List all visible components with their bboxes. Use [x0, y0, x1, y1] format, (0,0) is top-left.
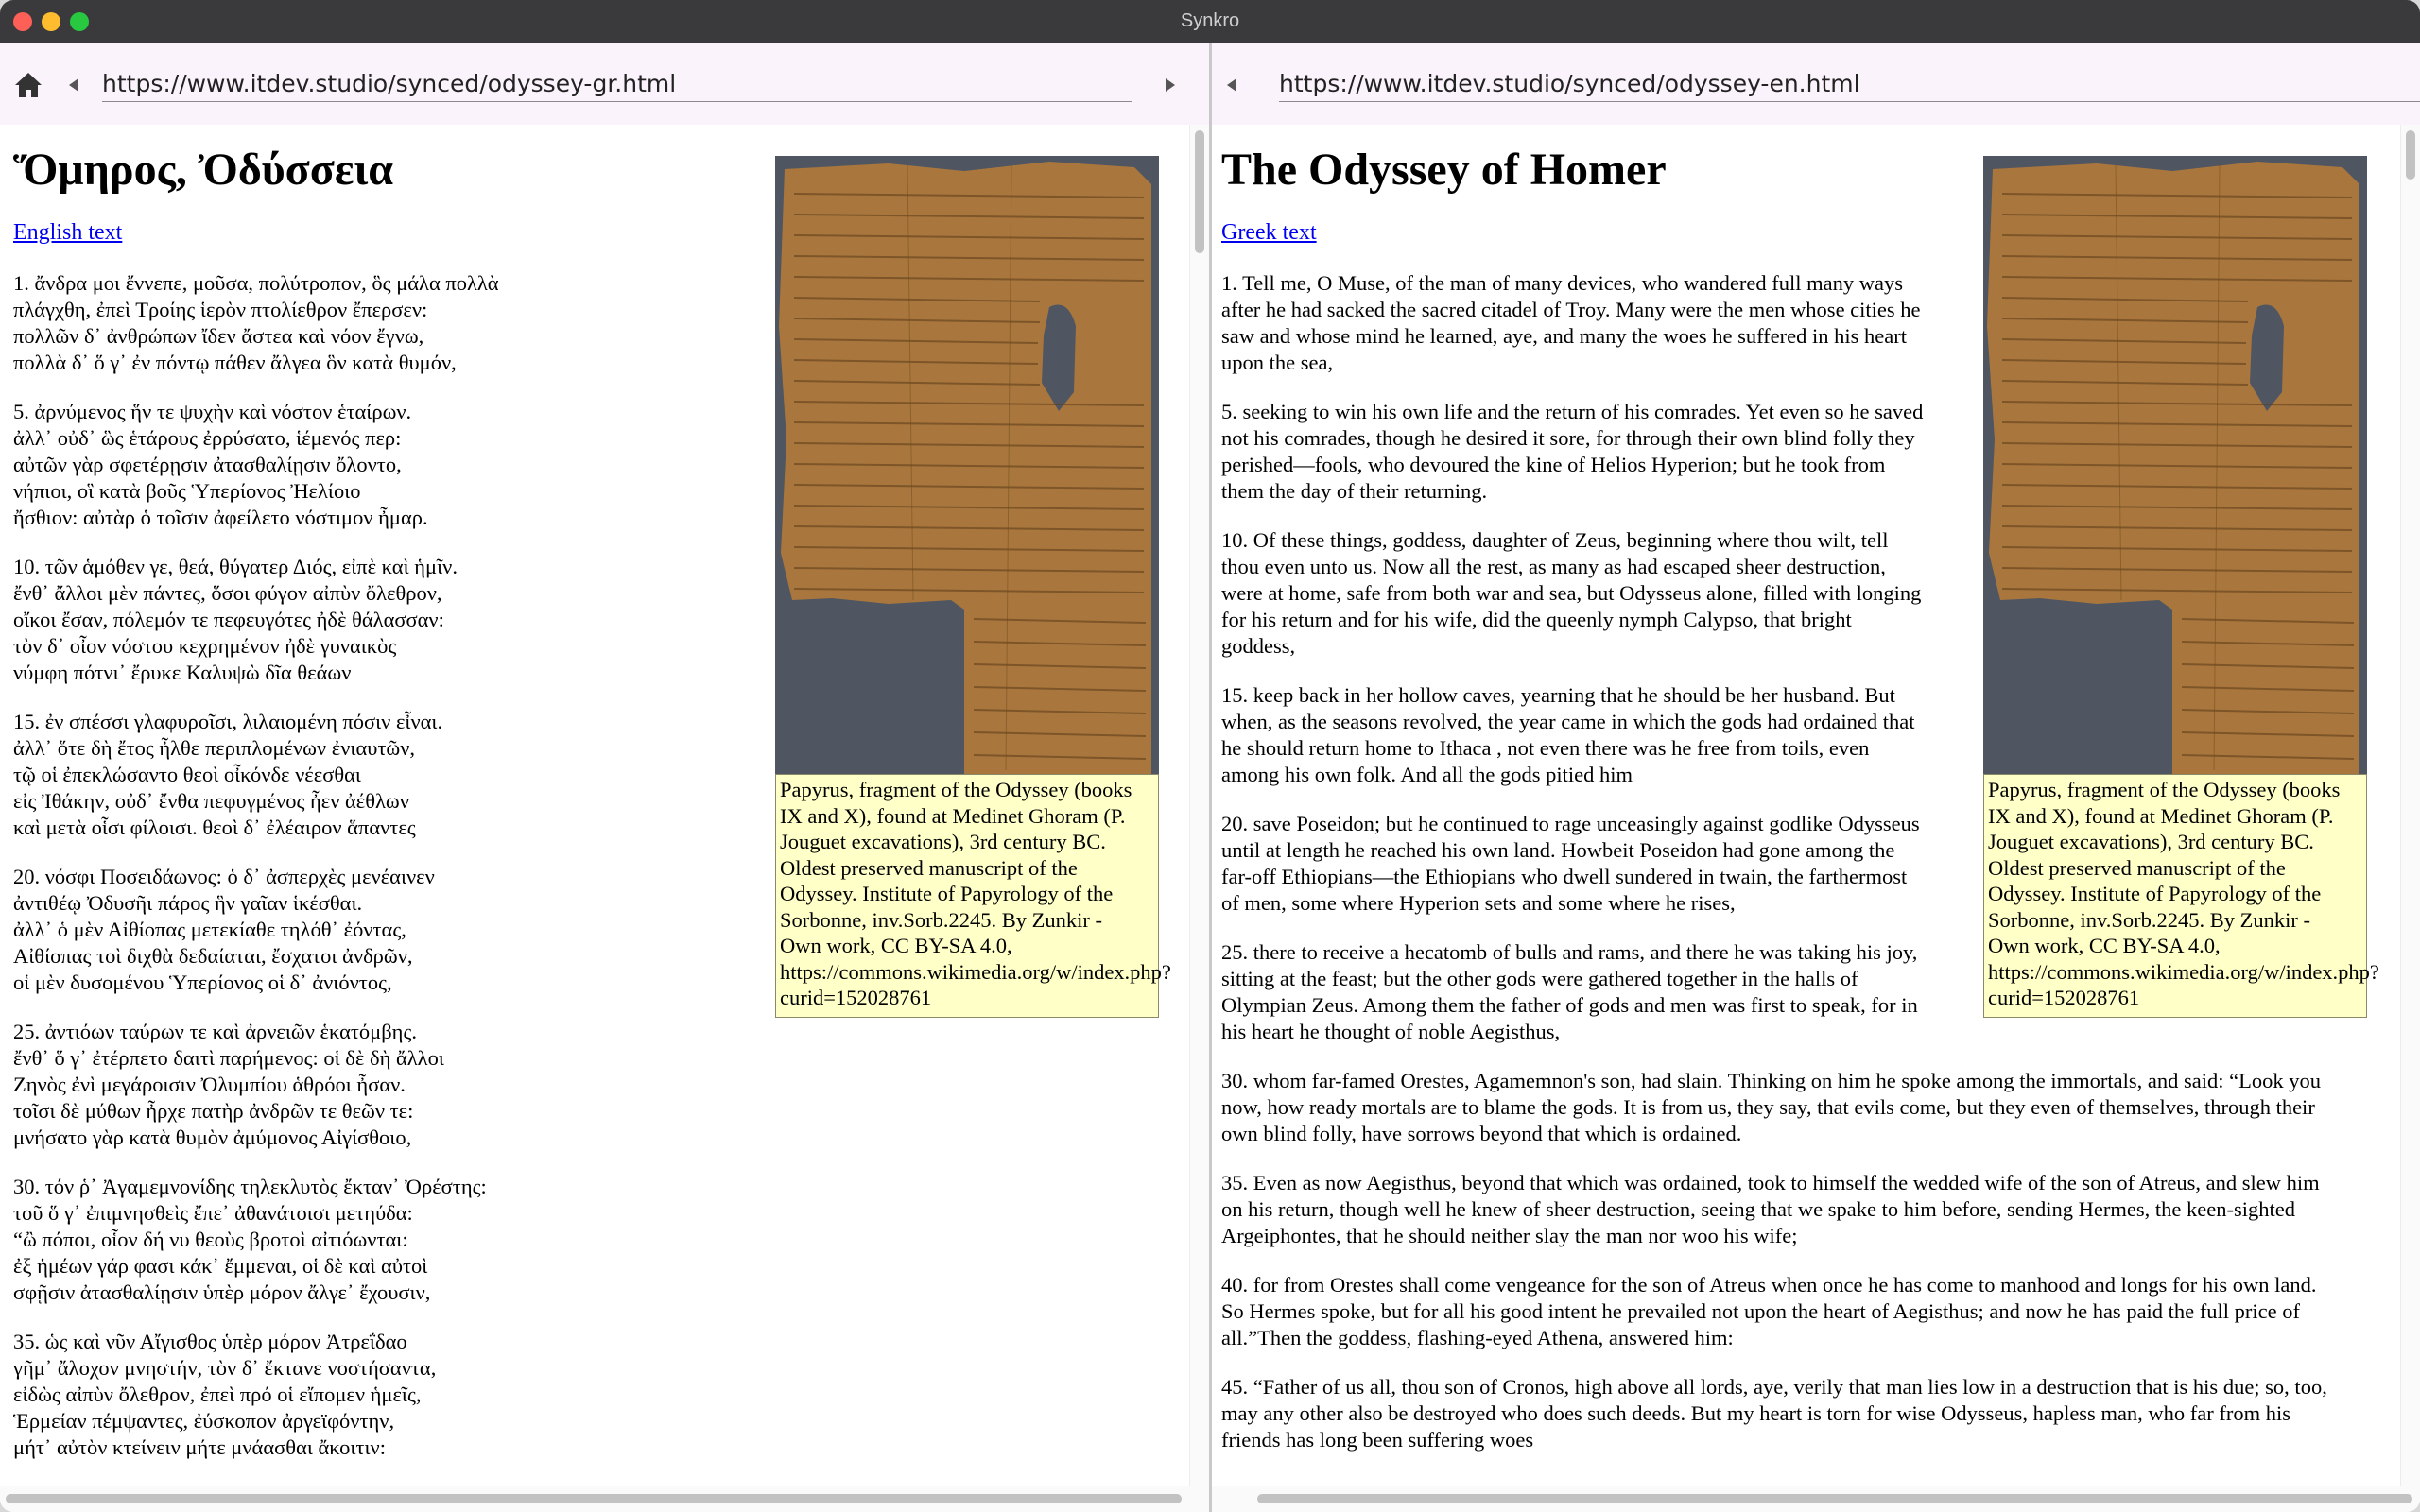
greek-document	[13, 125, 1185, 1461]
text-paragraph: 15. keep back in her hollow caves, yearning that he should be her husband. But when, as the seasons revolved, the year came in which the gods had ordained that he should return home to Ithaca , not even there was he free from toils, even among his own folk. And all the gods pitied him	[1221, 683, 1915, 787]
text-paragraph: 30. τόν ῥ᾽ Ἀγαμεμνονίδης τηλεκλυτὸς ἔκταν᾽ Ὀρέστης: τοῦ ὅ γ᾽ ἐπιμνησθεὶς ἔπε᾽ ἀθανάτοισι μετηύδα: “ὢ πόποι, οἷον δή νυ θεοὺς βροτοὶ αἰτιόωνται: ἐξ ἡμέων γάρ φασι κάκ᾽ ἔμμεναι, οἱ δὲ καὶ αὐτοὶ σφῇσιν ἀτασθαλίῃσιν ὑπὲρ μόρον ἄλγε᾽ ἔχουσιν,	[13, 1175, 487, 1305]
text-paragraph: 5. ἀρνύμενος ἥν τε ψυχὴν καὶ νόστον ἑταίρων. ἀλλ᾽ οὐδ᾽ ὣς ἑτάρους ἐρρύσατο, ἱέμενός περ: αὐτῶν γὰρ σφετέρῃσιν ἀτασθαλίῃσιν ὄλοντο, νήπιοι, οἳ κατὰ βοῦς Ὑπερίονος Ἠελίοιο ἤσθιον: αὐτὰρ ὁ τοῖσιν ἀφείλετο νόστιμον ἦμαρ.	[13, 400, 428, 530]
text-paragraph: 1. ἄνδρα μοι ἔννεπε, μοῦσα, πολύτροπον, ὃς μάλα πολλὰ πλάγχθη, ἐπεὶ Τροίης ἱερὸν πτολίεθρον ἔπερσεν: πολλῶν δ᾽ ἀνθρώπων ἴδεν ἄστεα καὶ νόον ἔγνω, πολλὰ δ᾽ ὅ γ᾽ ἐν πόντῳ πάθεν ἄλγεα ὃν κατὰ θυμόν,	[13, 271, 499, 375]
left-toolbar	[0, 43, 1209, 125]
right-horizontal-scrollbar[interactable]	[1212, 1486, 2420, 1512]
text-paragraph: 15. ἐν σπέσσι γλαφυροῖσι, λιλαιομένη πόσιν εἶναι. ἀλλ᾽ ὅτε δὴ ἔτος ἦλθε περιπλομένων ἐνιαυτῶν, τῷ οἱ ἐπεκλώσαντο θεοὶ οἶκόνδε νέεσθαι εἰς Ἰθάκην, οὐδ᾽ ἔνθα πεφυγμένος ἦεν ἀέθλων καὶ μετὰ οἷσι φίλοισι. θεοὶ δ᾽ ἐλέαιρον ἅπαντες	[13, 710, 443, 840]
english-text-link[interactable]: English text	[13, 220, 123, 246]
home-icon	[13, 71, 43, 99]
right-vertical-scrollbar[interactable]	[2400, 125, 2420, 1486]
left-horizontal-scroll-thumb[interactable]	[6, 1494, 1182, 1503]
greek-text-link[interactable]: Greek text	[1221, 220, 1317, 246]
text-paragraph: 35. Even as now Aegisthus, beyond that which was ordained, took to himself the wedded wife of the son of Atreus, and slew him on his return, though well he knew of sheer destruction, seeing that we spake to him before, sending Hermes, the keen-sighted Argeiphontes, that he should neither slay the man nor woo his wife;	[1221, 1171, 2320, 1248]
text-paragraph: 20. νόσφι Ποσειδάωνος: ὁ δ᾽ ἀσπερχὲς μενέαινεν ἀντιθέῳ Ὀδυσῆι πάρος ἣν γαῖαν ἱκέσθαι. ἀλλ᾽ ὁ μὲν Αἰθίοπας μετεκίαθε τηλόθ᾽ ἐόντας, Αἰθίοπας τοὶ διχθὰ δεδαίαται, ἔσχατοι ἀνδρῶν, οἱ μὲν δυσομένου Ὑπερίονος οἱ δ᾽ ἀνιόντος,	[13, 865, 435, 995]
triangle-left-icon	[1225, 77, 1238, 93]
text-paragraph: 45. “Father of us all, thou son of Cronos, high above all lords, aye, verily that man lies low in a destruction that is his due; so, too, may any other also be destroyed who does such deeds. But my heart is torn for wise Odysseus, hapless man, who far from his friends has long been suffering woes	[1221, 1375, 2327, 1452]
window-title: Synkro	[1180, 10, 1240, 31]
right-toolbar	[1212, 43, 2420, 125]
triangle-right-icon	[1164, 77, 1177, 93]
text-paragraph: 20. save Poseidon; but he continued to rage unceasingly against godlike Odysseus until at length he reached his own land. Howbeit Poseidon had gone among the far-off Ethiopians—the Ethiopians who dwell sundered in twain, the farthermost of men, some where Hyperion sets and some where he rises,	[1221, 812, 1920, 916]
left-vertical-scroll-thumb[interactable]	[1195, 130, 1204, 253]
right-webview[interactable]	[1212, 125, 2400, 1486]
left-vertical-scrollbar[interactable]	[1189, 125, 1209, 1486]
papyrus-caption: Papyrus, fragment of the Odyssey (books IX and X), found at Medinet Ghoram (P. Jouguet excavations), 3rd century BC. Oldest preserved manuscript of the Odyssey. Institute of Papyrology of the Sorbonne, inv.Sorb.2245. By Zunkir - Own work, CC BY-SA 4.0, https://commons.wikimedia.org/w/index.php? curid=152028761	[1983, 774, 2367, 1018]
text-paragraph: 10. Of these things, goddess, daughter of Zeus, beginning where thou wilt, tell thou even unto us. Now all the rest, as many as had escaped sheer destruction, were at home, safe from both war and sea, but Odysseus alone, filled with longing for his return and for his wife, did the queenly nymph Calypso, that bright goddess,	[1221, 528, 1922, 659]
text-paragraph: 25. there to receive a hecatomb of bulls and rams, and there he was taking his joy, sitting at the feast; but the other gods were gathered together in the halls of Olympian Zeus. Among them the father of gods and men was first to speak, for in his heart he thought of noble Aegisthus,	[1221, 940, 1918, 1044]
left-url-field[interactable]: https://www.itdev.studio/synced/odyssey-gr.html	[102, 68, 1132, 102]
text-paragraph: 1. Tell me, O Muse, of the man of many devices, who wandered full many ways after he had sacked the sacred citadel of Troy. Many were the men whose cities he saw and whose mind he learned, aye, and many the woes he suffered in his heart upon the sea,	[1221, 271, 1921, 375]
left-forward-button[interactable]	[1151, 66, 1189, 104]
english-document	[1221, 125, 2394, 1453]
left-back-button[interactable]	[55, 66, 93, 104]
text-paragraph: 5. seeking to win his own life and the return of his comrades. Yet even so he saved not his comrades, though he desired it sore, for through their own blind folly they perished—fools, who devoured the kine of Helios Hyperion; but he took from them the day of their returning.	[1221, 400, 1924, 504]
text-paragraph: 10. τῶν ἁμόθεν γε, θεά, θύγατερ Διός, εἰπὲ καὶ ἡμῖν. ἔνθ᾽ ἄλλοι μὲν πάντες, ὅσοι φύγον αἰπὺν ὄλεθρον, οἴκοι ἔσαν, πόλεμόν τε πεφευγότες ἠδὲ θάλασσαν: τὸν δ᾽ οἶον νόστου κεχρημένον ἠδὲ γυναικὸς νύμφη πότνι᾽ ἔρυκε Καλυψὼ δῖα θεάων	[13, 555, 458, 685]
left-webview[interactable]	[0, 125, 1189, 1486]
home-button[interactable]	[9, 66, 47, 104]
right-vertical-scroll-thumb[interactable]	[2406, 130, 2415, 180]
right-horizontal-scroll-thumb[interactable]	[1257, 1494, 2412, 1503]
title-bar	[0, 0, 2420, 43]
triangle-left-icon	[67, 77, 80, 93]
text-paragraph: 30. whom far-famed Orestes, Agamemnon's son, had slain. Thinking on him he spoke among the immortals, and said: “Look you now, how ready mortals are to blame the gods. It is from us, they say, that evils come, but they even of themselves, through their own blind folly, have sorrows beyond that which is ordained.	[1221, 1069, 2321, 1146]
left-horizontal-scrollbar[interactable]	[0, 1486, 1209, 1512]
text-paragraph: 25. ἀντιόων ταύρων τε καὶ ἀρνειῶν ἑκατόμβης. ἔνθ᾽ ὅ γ᾽ ἐτέρπετο δαιτὶ παρήμενος: οἱ δὲ δὴ ἄλλοι Ζηνὸς ἐνὶ μεγάροισιν Ὀλυμπίου ἁθρόοι ἦσαν. τοῖσι δὲ μύθων ἦρχε πατὴρ ἀνδρῶν τε θεῶν τε: μνήσατο γὰρ κατὰ θυμὸν ἀμύμονος Αἰγίσθοιο,	[13, 1020, 444, 1150]
text-paragraph: 40. for from Orestes shall come vengeance for the son of Atreus when once he has come to manhood and longs for his own land. So Hermes spoke, but for all his good intent he prevailed not upon the heart of Aegisthus; and now he has paid the full price of all.”Then the goddess, flashing-eyed Athena, answered him:	[1221, 1273, 2317, 1350]
papyrus-caption: Papyrus, fragment of the Odyssey (books IX and X), found at Medinet Ghoram (P. Jouguet excavations), 3rd century BC. Oldest preserved manuscript of the Odyssey. Institute of Papyrology of the Sorbonne, inv.Sorb.2245. By Zunkir - Own work, CC BY-SA 4.0, https://commons.wikimedia.org/w/index.php? curid=152028761	[775, 774, 1159, 1018]
right-url-field[interactable]: https://www.itdev.studio/synced/odyssey-en.html	[1279, 68, 2420, 102]
page-heading: The Odyssey of Homer	[1221, 145, 1667, 195]
text-paragraph: 35. ὡς καὶ νῦν Αἴγισθος ὑπὲρ μόρον Ἀτρεΐδαο γῆμ᾽ ἄλοχον μνηστήν, τὸν δ᾽ ἔκτανε νοστήσαντα, εἰδὼς αἰπὺν ὄλεθρον, ἐπεὶ πρό οἱ εἴπομεν ἡμεῖς, Ἑρμείαν πέμψαντες, ἐύσκοπον ἀργεϊφόντην, μήτ᾽ αὐτὸν κτείνειν μήτε μνάασθαι ἄκοιτιν:	[13, 1330, 437, 1460]
page-heading: Ὅμηρος, Ὀδύσσεια	[13, 145, 394, 195]
right-back-button[interactable]	[1213, 66, 1251, 104]
